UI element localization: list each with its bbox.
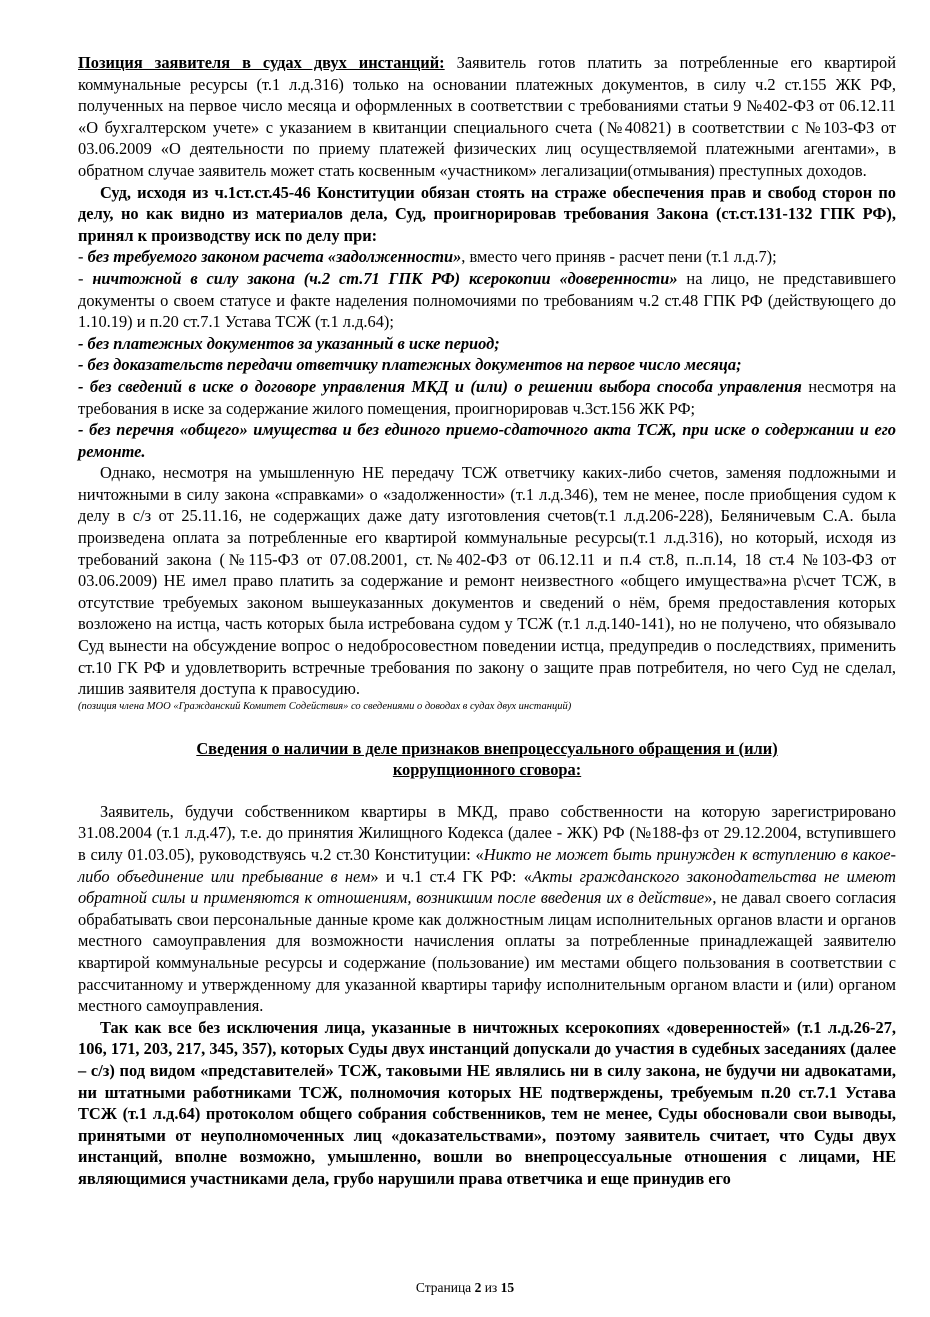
list-item-5-emphasis: - без сведений в иске о договоре управления МКД и (или) о решении выбора способа управления [78, 376, 802, 396]
applicant-owner-text-b: » и ч.1 ст.4 ГК РФ: « [370, 866, 532, 886]
applicant-owner-text-c: », не давал своего согласия обрабатывать свои персональные данные кроме как должностным лицам исполнительных органов власти и органов местного самоуправления для возможности начисления оплаты за потребленные принадлежащей заявителю квартирой коммунальные ресурсы и содержание (пользование) им местами общего пользования в соответствии с рассчитанному и утвержденному для указанной квартиры тарифу исполнительным органом власти и (или) органом местного самоуправления. [78, 888, 896, 1016]
section-heading [78, 738, 896, 780]
list-item-1-emphasis: без требуемого законом расчета «задолженности» [87, 247, 462, 267]
civil-code-quote: Акты гражданского законодательства не имеют обратной силы и применяются к отношениям, возникшим после введения их в действие [78, 866, 896, 908]
section-heading-line1: Сведения о наличии в деле признаков внепроцессуального обращения и (или) [196, 738, 778, 758]
list-item-2-rest: на лицо, не представившего документы о своем статусе и факте наделения полномочиями по требованиям ч.2 ст.48 ГПК РФ (действующего до 1.10.19) и п.20 ст.7.1 Устава ТСЖ (т.1 л.д.64); [78, 268, 897, 332]
list-item-1 [78, 246, 896, 268]
footer-of: из [481, 1280, 501, 1295]
applicant-owner-text-a: Заявитель, будучи собственником квартиры в МКД, право собственности на которую зарегистрировано 31.08.2004 (т.1 л.д.47), т.е. до принятия Жилищного Кодекса (далее - ЖК) РФ (№188-фз от 29.12.2004, вступившего в силу 01.03.05), руководствуясь ч.2 ст.30 Конституции: « [78, 801, 896, 864]
applicant-position-text: Заявитель готов платить за потребленные его квартирой коммунальные ресурсы (т.1 л.д.316) только на основании платежных документов, в силу ч.2 ст.155 ЖК РФ, полученных на первое число месяца и оформленных в соответствии с требованиями статьи 9 №402-ФЗ от 06.12.11 «О бухгалтерском учете» с указанием в квитанции специального счета (№40821) в соответствии с №103-ФЗ от 03.06.2009 «О деятельности по приему платежей физических лиц осуществляемой платежными агентами», в обратном случае заявитель может стать косвенным «участником» легализации(отмывания) преступных доходов. [78, 53, 897, 180]
constitution-quote: Никто не может быть принужден к вступлению в какое-либо объединение или пребывание в нем [78, 845, 896, 886]
list-item-2-dash: - [78, 268, 93, 288]
list-item-5-rest: несмотря на требования в иске за содержание жилого помещения, проигнорировав ч.3ст.156 ЖК РФ; [78, 376, 897, 418]
list-item-6: - без перечня «общего» имущества и без единого приемо-сдаточного акта ТСЖ, при иске о содержании и его ремонте. [78, 420, 896, 461]
page-footer [0, 1280, 930, 1296]
paragraph-representatives: Так как все без исключения лица, указанные в ничтожных ксерокопиях «доверенностей» (т.1 л.д.26-27, 106, 171, 203, 217, 345, 357), которых Суды двух инстанций допускали до участия в судебных заседаниях (далее – с/з) под видом «представителей» ТСЖ, таковыми НЕ являлись ни в силу закона, не будучи ни адвокатами, ни штатными работниками ТСЖ, полномочия которых НЕ подтверждены, требуемым п.20 ст.7.1 Устава ТСЖ (т.1 л.д.64) протоколом общего собрания собственников, тем не менее, Суды обосновали свои выводы, принятыми от неуполномоченных лиц «доказательствами», поэтому заявитель считает, что Суды двух инстанций, вполне возможно, умышленно, вошли во внепроцессуальные отношения с лицами, НЕ являющимися участниками дела, грубо нарушили права ответчика и еще принудив его [78, 1017, 896, 1188]
list-item-2 [78, 268, 896, 333]
list-item-1-dash: - [78, 247, 88, 267]
footer-page-number: 2 [474, 1280, 482, 1295]
footer-prefix: Страница [415, 1280, 475, 1295]
list-item-4: - без доказательств передачи ответчику платежных документов на первое число месяца; [78, 355, 742, 375]
paragraph-court-duty: Суд, исходя из ч.1ст.ст.45-46 Конституции обязан стоять на страже обеспечения прав и свобод сторон по делу, но как видно из материалов дела, Суд, проигнорировав требования Закона (ст.ст.131-132 ГПК РФ), принял к производству иск по делу при: [78, 182, 896, 245]
paragraph-applicant-owner [78, 801, 896, 1017]
section-heading-line2: коррупционного сговора: [392, 759, 582, 779]
document-page [78, 52, 896, 1190]
footer-total-pages: 15 [500, 1280, 515, 1295]
list-item-1-rest: , вместо чего приняв - расчет пени (т.1 л.д.7); [461, 247, 777, 267]
paragraph-applicant-position [78, 52, 896, 182]
list-item-2-emphasis: ничтожной в силу закона (ч.2 ст.71 ГПК РФ) ксерокопии «доверенности» [92, 268, 678, 288]
paragraph-however: Однако, несмотря на умышленную НЕ передачу ТСЖ ответчику каких-либо счетов, заменяя подложными и ничтожными в силу закона «справками» о «задолженности» (т.1 л.д.346), тем не менее, после приобщения судом к делу в с/з от 25.11.16, не содержащих даже дату изготовления счетов(т.1 л.д.206-228), Беляничевым С.А. была произведена оплата за потребленные его квартирой коммунальные ресурсы(т.1 л.д.316), но который, исходя из требований закона (№115-ФЗ от 07.08.2001, ст.№402-ФЗ от 06.12.11 и п.4 ст.8, п..п.14, 18 ст.4 №103-ФЗ от 03.06.2009) НЕ имел право платить за содержание и ремонт неизвестного «общего имущества»на р\счет ТСЖ, в отсутствие требуемых законом вышеуказанных документов и сведений о нём, бремя предоставления которых возложено на истца, часть которых была истребована судом у ТСЖ (т.1 л.д.140-141), но не получено, что обязывало Суд вынести на обсуждение вопрос о недобросовестном поведении истца, предупредив о последствиях, применить ст.10 ГК РФ и удовлетворить встречные требования по закону о защите прав потребителя, но чего Суд не сделал, лишив заявителя доступа к правосудию. [78, 463, 896, 699]
footnote-position: (позиция члена МОО «Гражданский Комитет Содействия» со сведениями о доводах в судах двух инстанций) [78, 700, 572, 712]
list-item-3: - без платежных документов за указанный в иске период; [78, 333, 500, 353]
applicant-position-heading: Позиция заявителя в судах двух инстанций: [78, 53, 445, 72]
list-item-5 [78, 376, 896, 419]
spacer [78, 780, 896, 801]
